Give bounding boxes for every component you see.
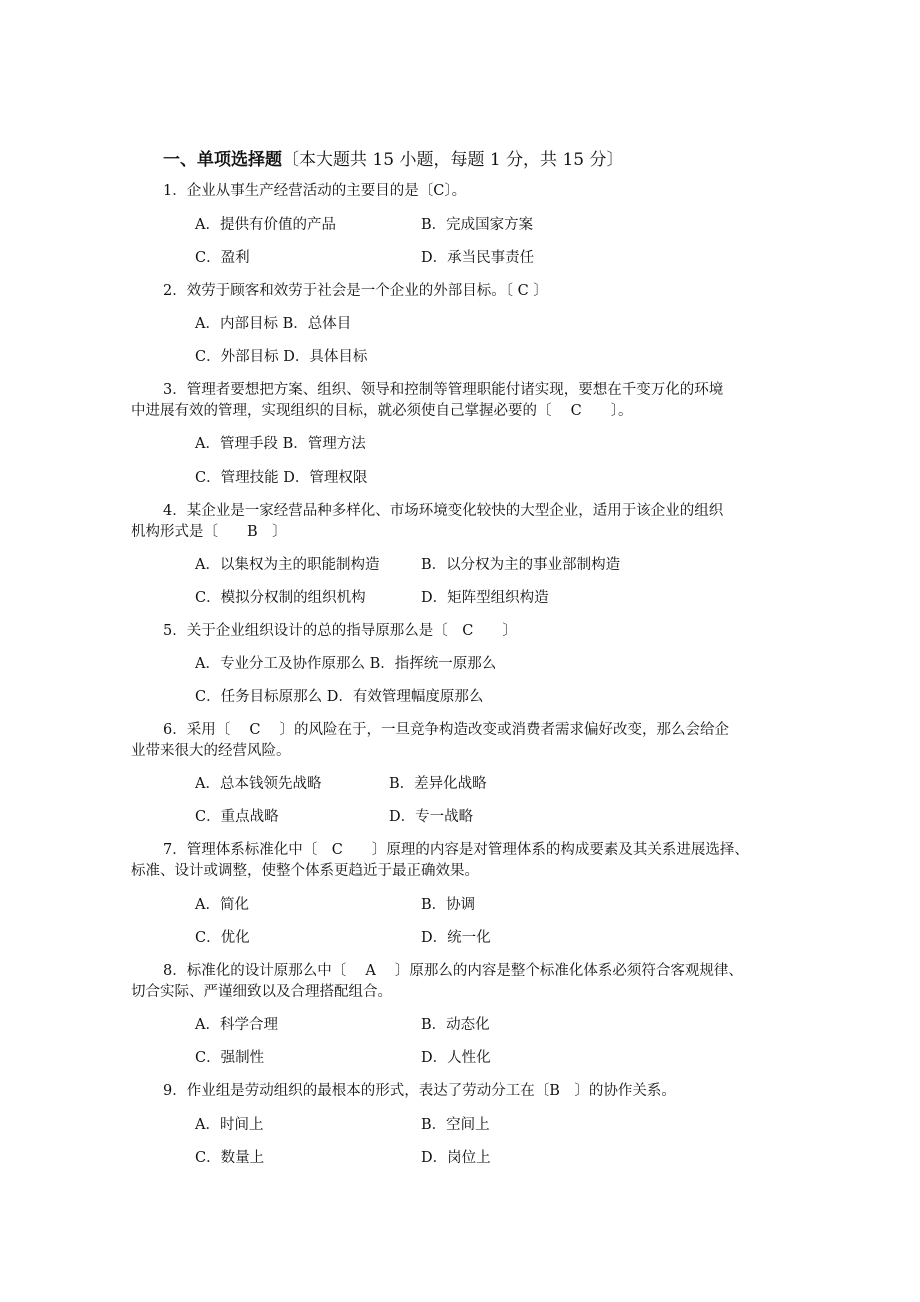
question-9-option-b: B．空间上 bbox=[421, 1117, 490, 1133]
question-4-option-b: B．以分权为主的事业部制构造 bbox=[421, 557, 621, 573]
question-4-option-d: D．矩阵型组织构造 bbox=[421, 590, 549, 606]
question-9-stem: 9．作业组是劳动组织的最根本的形式，表达了劳动分工在〔B 〕的协作关系。 bbox=[163, 1083, 676, 1099]
question-6-stem-line-1: 6．采用〔 C 〕的风险在于，一旦竞争构造改变或消费者需求偏好改变，那么会给企 bbox=[163, 722, 730, 738]
question-7-stem-line-1: 7．管理体系标准化中〔 C 〕原理的内容是对管理体系的构成要素及其关系进展选择、 bbox=[163, 842, 749, 858]
question-2-options-ab: A．内部目标 B．总体目 bbox=[195, 316, 352, 332]
question-7-option-d: D．统一化 bbox=[421, 930, 491, 946]
question-6-option-d: D．专一战略 bbox=[389, 809, 474, 825]
section-title-bold: 一、单项选择题 bbox=[163, 150, 282, 170]
question-1-option-c: C．盈利 bbox=[195, 250, 250, 266]
section-title-rest: 〔本大题共 15 小题，每题 1 分，共 15 分〕 bbox=[282, 150, 624, 170]
question-2-stem: 2．效劳于顾客和效劳于社会是一个企业的外部目标。〔 C 〕 bbox=[163, 283, 548, 299]
question-1-option-a: A．提供有价值的产品 bbox=[195, 217, 336, 233]
question-3-stem-line-2: 中进展有效的管理，实现组织的目标，就必须使自己掌握必要的〔 C 〕。 bbox=[131, 403, 633, 419]
question-7-option-c: C．优化 bbox=[195, 930, 250, 946]
section-title bbox=[163, 145, 624, 170]
question-8-stem-line-1: 8．标准化的设计原那么中〔 A 〕原那么的内容是整个标准化体系必须符合客观规律、 bbox=[163, 963, 743, 979]
question-9-option-c: C．数量上 bbox=[195, 1150, 265, 1166]
question-9-option-a: A．时间上 bbox=[195, 1117, 264, 1133]
question-8-option-c: C．强制性 bbox=[195, 1050, 265, 1066]
question-3-stem-line-1: 3．管理者要想把方案、组织、领导和控制等管理职能付诸实现，要想在千变万化的环境 bbox=[163, 382, 724, 398]
question-6-option-a: A．总本钱领先战略 bbox=[195, 776, 322, 792]
question-3-options-ab: A．管理手段 B．管理方法 bbox=[195, 436, 366, 452]
question-8-option-a: A．科学合理 bbox=[195, 1017, 278, 1033]
question-8-stem-line-2: 切合实际、严谨细致以及合理搭配组合。 bbox=[131, 984, 392, 1000]
question-4-option-c: C．模拟分权制的组织机构 bbox=[195, 590, 366, 606]
question-2-options-cd: C．外部目标 D．具体目标 bbox=[195, 349, 368, 365]
question-7-option-a: A．简化 bbox=[195, 897, 249, 913]
question-1-option-d: D．承当民事责任 bbox=[421, 250, 535, 266]
question-4-stem-line-2: 机构形式是〔 B 〕 bbox=[131, 524, 287, 540]
question-1-option-b: B．完成国家方案 bbox=[421, 217, 534, 233]
question-9-option-d: D．岗位上 bbox=[421, 1150, 491, 1166]
question-5-options-ab: A．专业分工及协作原那么 B．指挥统一原那么 bbox=[195, 656, 497, 672]
question-3-options-cd: C．管理技能 D．管理权限 bbox=[195, 470, 368, 486]
question-6-option-b: B．差异化战略 bbox=[389, 776, 487, 792]
question-6-stem-line-2: 业带来很大的经营风险。 bbox=[131, 743, 291, 759]
question-8-option-d: D．人性化 bbox=[421, 1050, 491, 1066]
question-6-option-c: C．重点战略 bbox=[195, 809, 279, 825]
question-4-stem-line-1: 4．某企业是一家经营品种多样化、市场环境变化较快的大型企业，适用于该企业的组织 bbox=[163, 503, 724, 519]
question-7-option-b: B．协调 bbox=[421, 897, 476, 913]
question-1-stem: 1．企业从事生产经营活动的主要目的是〔C〕。 bbox=[163, 183, 467, 199]
question-7-stem-line-2: 标准、设计或调整，使整个体系更趋近于最正确效果。 bbox=[131, 863, 479, 879]
question-5-stem: 5．关于企业组织设计的总的指导原那么是〔 C 〕 bbox=[163, 623, 517, 639]
question-5-options-cd: C．任务目标原那么 D．有效管理幅度原那么 bbox=[195, 689, 484, 705]
question-8-option-b: B．动态化 bbox=[421, 1017, 490, 1033]
question-4-option-a: A．以集权为主的职能制构造 bbox=[195, 557, 380, 573]
